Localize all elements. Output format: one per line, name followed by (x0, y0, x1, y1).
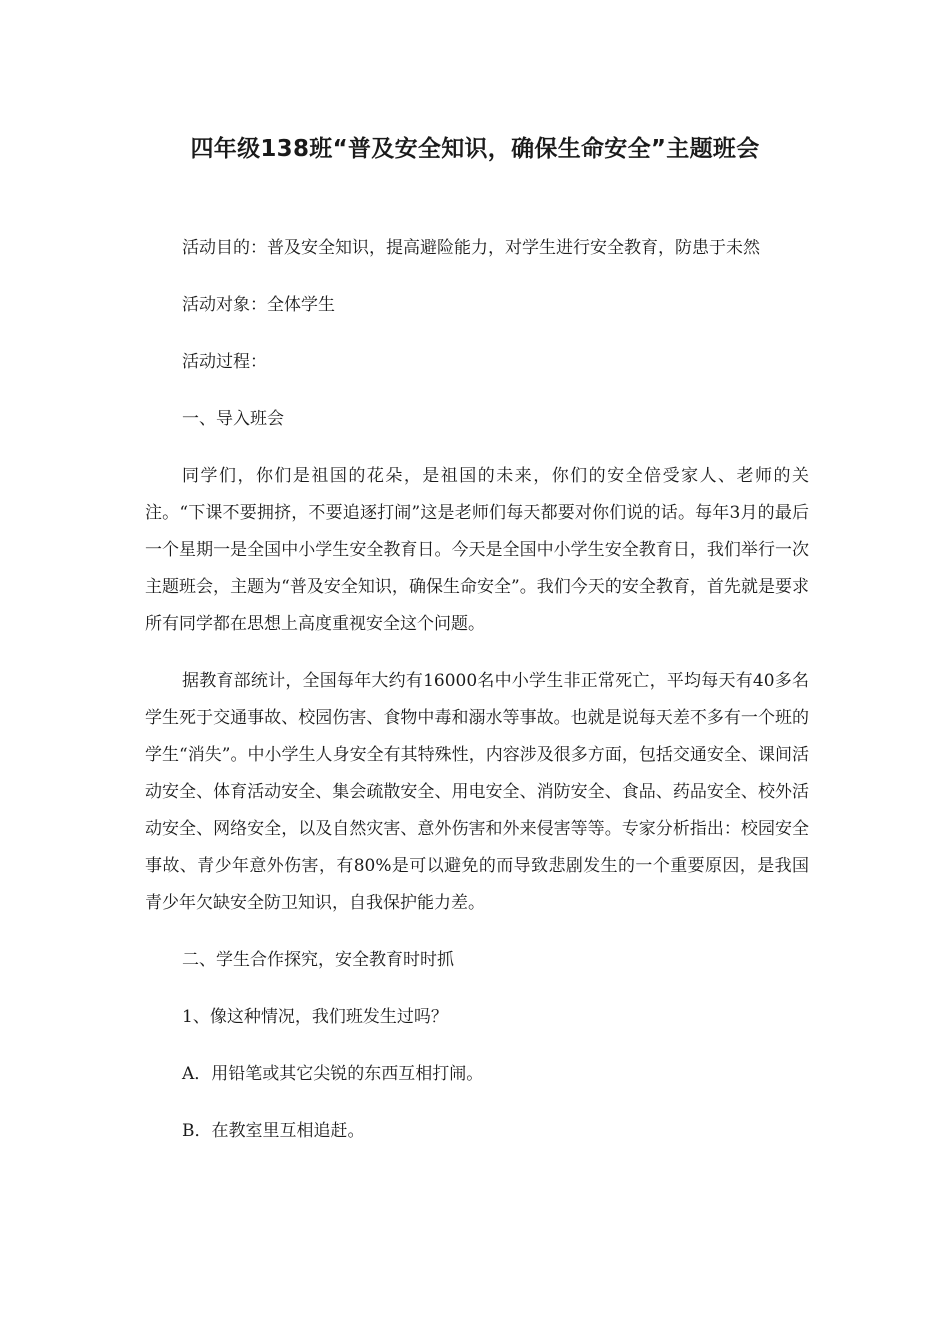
section-heading-intro: 一、导入班会 (182, 409, 284, 429)
paragraph-intro-body: 同学们，你们是祖国的花朵，是祖国的未来，你们的安全倍受家人、老师的关注。“下课不要拥挤，不要追逐打闹”这是老师们每天都要对你们说的话。每年3月的最后一个星期一是全国中小学生安全教育日。今天是全国中小学生安全教育日，我们举行一次主题班会，主题为“普及安全知识，确保生命安全”。我们今天的安全教育，首先就是要求所有同学都在思想上高度重视安全这个问题。 (145, 466, 809, 634)
document-body (145, 230, 809, 1150)
document-title: 四年级138班“普及安全知识，确保生命安全”主题班会 (190, 136, 760, 162)
paragraph-purpose: 活动目的：普及安全知识，提高避险能力，对学生进行安全教育，防患于未然 (182, 238, 760, 258)
paragraph-statistics: 据教育部统计，全国每年大约有16000名中小学生非正常死亡，平均每天有40多名学生死于交通事故、校园伤害、食物中毒和溺水等事故。也就是说每天差不多有一个班的学生“消失”。中小学生人身安全有其特殊性，内容涉及很多方面，包括交通安全、课间活动安全、体育活动安全、集会疏散安全、用电安全、消防安全、食品、药品安全、校外活动安全、网络安全，以及自然灾害、意外伤害和外来侵害等等。专家分析指出：校园安全事故、青少年意外伤害，有80%是可以避免的而导致悲剧发生的一个重要原因，是我国青少年欠缺安全防卫知识，自我保护能力差。 (145, 671, 809, 913)
paragraph-audience: 活动对象：全体学生 (182, 295, 335, 315)
paragraph-process: 活动过程： (182, 352, 267, 372)
option-b: B．在教室里互相追赶。 (182, 1121, 365, 1141)
question-item: 1、像这种情况，我们班发生过吗？ (182, 1007, 448, 1027)
option-a: A．用铅笔或其它尖锐的东西互相打闹。 (182, 1064, 484, 1084)
section-heading-explore: 二、学生合作探究，安全教育时时抓 (182, 950, 454, 970)
